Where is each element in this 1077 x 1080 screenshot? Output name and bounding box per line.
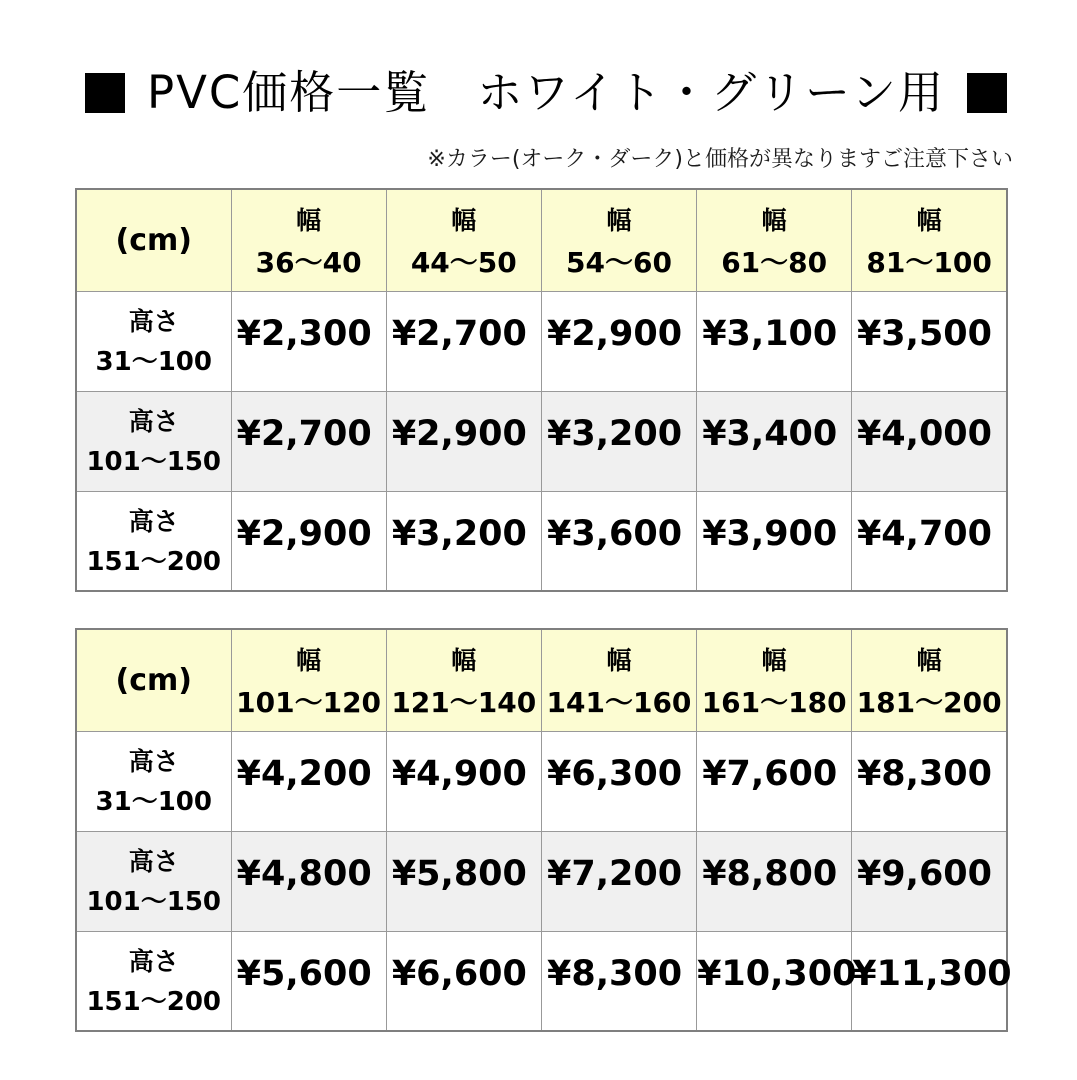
height-range: 31〜100 <box>95 786 212 817</box>
height-label: 高さ <box>128 506 179 536</box>
price-table-width-36-100 <box>75 188 1008 592</box>
height-row-header <box>76 831 231 931</box>
price-cell: ¥4,800 <box>231 831 386 931</box>
price-cell: ¥4,900 <box>386 731 541 831</box>
price-cell: ¥7,600 <box>697 731 852 831</box>
table-row <box>76 731 1007 831</box>
width-label: 幅 <box>916 206 942 235</box>
price-cell: ¥6,600 <box>386 931 541 1031</box>
width-range: 181〜200 <box>856 686 1002 719</box>
width-range: 121〜140 <box>391 686 537 719</box>
black-square-left-icon <box>85 73 125 113</box>
width-label: 幅 <box>761 206 787 235</box>
title-bar <box>85 66 1007 119</box>
height-label: 高さ <box>128 406 179 436</box>
price-cell: ¥7,200 <box>541 831 696 931</box>
height-label: 高さ <box>128 306 179 336</box>
width-column-header <box>231 629 386 731</box>
height-range: 151〜200 <box>86 546 222 577</box>
price-cell: ¥3,200 <box>541 391 696 491</box>
price-cell: ¥2,900 <box>231 491 386 591</box>
width-range: 54〜60 <box>566 246 672 279</box>
price-cell: ¥3,500 <box>852 291 1007 391</box>
price-cell: ¥3,900 <box>697 491 852 591</box>
price-cell: ¥11,300 <box>852 931 1007 1031</box>
width-range: 141〜160 <box>546 686 692 719</box>
width-column-header <box>541 629 696 731</box>
width-label: 幅 <box>606 646 632 675</box>
height-label: 高さ <box>128 846 179 876</box>
width-label: 幅 <box>451 646 477 675</box>
price-cell: ¥8,300 <box>852 731 1007 831</box>
price-cell: ¥3,600 <box>541 491 696 591</box>
height-row-header <box>76 491 231 591</box>
price-cell: ¥2,900 <box>386 391 541 491</box>
table-row <box>76 391 1007 491</box>
width-label: 幅 <box>296 206 322 235</box>
height-row-header <box>76 291 231 391</box>
width-column-header <box>386 629 541 731</box>
table-row <box>76 291 1007 391</box>
table-row <box>76 931 1007 1031</box>
page-title: PVC価格一覧 ホワイト・グリーン用 <box>146 66 946 119</box>
height-range: 101〜150 <box>86 886 222 917</box>
width-range: 161〜180 <box>701 686 847 719</box>
width-label: 幅 <box>296 646 322 675</box>
height-row-header <box>76 731 231 831</box>
width-label: 幅 <box>606 206 632 235</box>
color-caution-note: ※カラー(オーク・ダーク)と価格が異なりますご注意下さい <box>427 147 1013 172</box>
price-cell: ¥10,300 <box>697 931 852 1031</box>
price-cell: ¥9,600 <box>852 831 1007 931</box>
price-cell: ¥4,700 <box>852 491 1007 591</box>
width-column-header <box>852 629 1007 731</box>
table-row <box>76 491 1007 591</box>
width-label: 幅 <box>916 646 942 675</box>
height-row-header <box>76 931 231 1031</box>
width-column-header <box>231 189 386 291</box>
width-column-header <box>697 189 852 291</box>
header-row <box>76 629 1007 731</box>
height-range: 31〜100 <box>95 346 212 377</box>
price-cell: ¥5,800 <box>386 831 541 931</box>
price-table-width-101-200 <box>75 628 1012 1032</box>
width-column-header <box>541 189 696 291</box>
width-column-header <box>852 189 1007 291</box>
price-cell: ¥3,100 <box>697 291 852 391</box>
price-cell: ¥2,700 <box>231 391 386 491</box>
height-label: 高さ <box>128 946 179 976</box>
width-range: 44〜50 <box>410 246 517 279</box>
height-range: 151〜200 <box>86 986 222 1017</box>
unit-header-cell: (cm) <box>76 189 231 291</box>
price-cell: ¥5,600 <box>231 931 386 1031</box>
price-cell: ¥4,200 <box>231 731 386 831</box>
unit-header-cell: (cm) <box>76 629 231 731</box>
price-cell: ¥2,300 <box>231 291 386 391</box>
width-column-header <box>386 189 541 291</box>
price-cell: ¥3,200 <box>386 491 541 591</box>
price-cell: ¥2,700 <box>386 291 541 391</box>
header-row <box>76 189 1007 291</box>
height-range: 101〜150 <box>86 446 222 477</box>
height-label: 高さ <box>128 746 179 776</box>
price-cell: ¥8,800 <box>697 831 852 931</box>
width-range: 36〜40 <box>255 246 362 279</box>
price-cell: ¥4,000 <box>852 391 1007 491</box>
width-label: 幅 <box>451 206 477 235</box>
price-cell: ¥3,400 <box>697 391 852 491</box>
black-square-right-icon <box>967 73 1007 113</box>
width-column-header <box>697 629 852 731</box>
width-range: 81〜100 <box>866 246 992 279</box>
price-cell: ¥2,900 <box>541 291 696 391</box>
width-range: 61〜80 <box>721 246 828 279</box>
width-range: 101〜120 <box>236 686 382 719</box>
height-row-header <box>76 391 231 491</box>
width-label: 幅 <box>761 646 787 675</box>
table-row <box>76 831 1007 931</box>
price-cell: ¥6,300 <box>541 731 696 831</box>
price-cell: ¥8,300 <box>541 931 696 1031</box>
